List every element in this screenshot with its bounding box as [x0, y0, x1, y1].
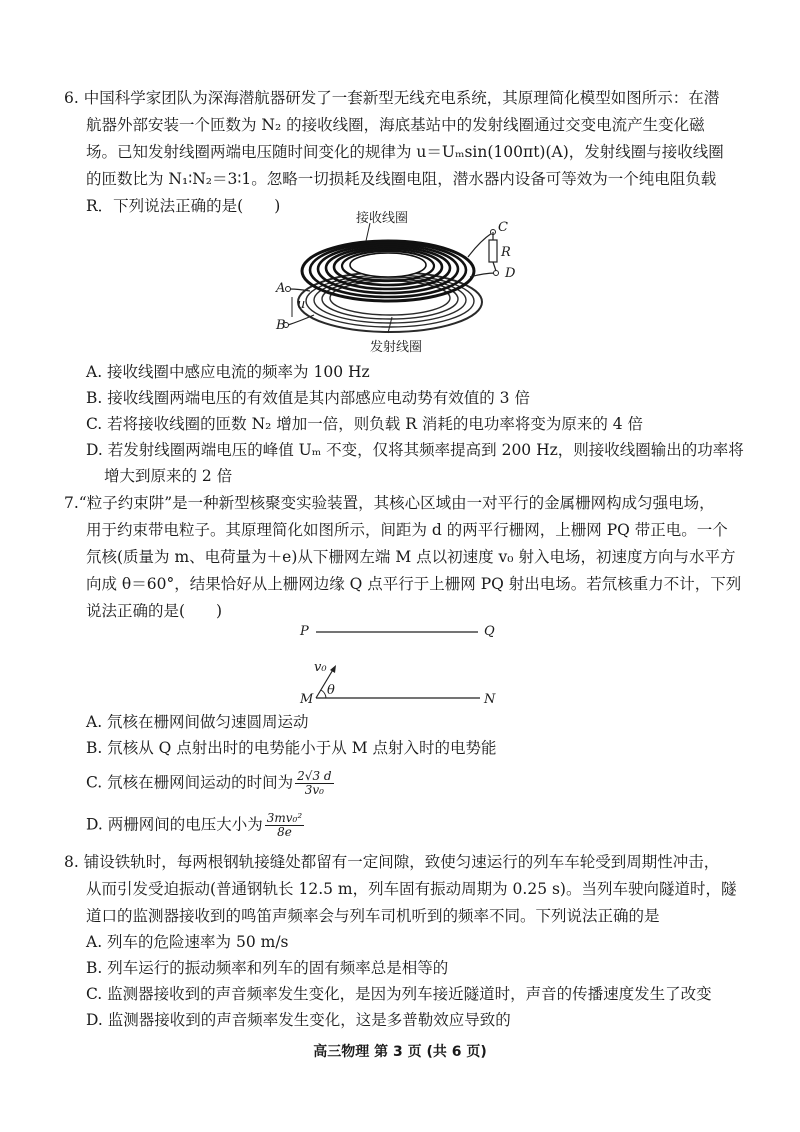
- q8-option-b: B. 列车运行的振动频率和列车的固有频率总是相等的: [86, 959, 449, 977]
- receive-coil-label: 接收线圈: [356, 211, 409, 226]
- point-a-label: A: [276, 281, 286, 296]
- point-b-label: B: [276, 318, 286, 333]
- q7-option-c-numerator: 2√3 d: [297, 769, 332, 783]
- point-p-label: P: [300, 624, 309, 639]
- receive-coil-rings: [302, 241, 474, 301]
- q6-option-b: B. 接收线圈两端电压的有效值是其内部感应电动势有效值的 3 倍: [86, 389, 530, 407]
- grid-diagram: [300, 622, 500, 712]
- q7-option-d-numerator: 3mv₀²: [266, 811, 303, 825]
- q7-line-4: 向成 θ＝60°，结果恰好从上栅网边缘 Q 点平行于上栅网 PQ 射出电场。若氘核重力不计，下列: [86, 575, 742, 593]
- q7-option-c-text: C. 氘核在栅网间运动的时间为: [86, 773, 294, 792]
- transmit-coil-label: 发射线圈: [370, 340, 423, 355]
- q6-option-d-cont: 增大到原来的 2 倍: [104, 467, 233, 485]
- point-c-label: C: [498, 220, 508, 235]
- q7-option-b: B. 氘核从 Q 点射出时的电势能小于从 M 点射入时的电势能: [86, 739, 497, 757]
- voltage-u-label: u: [297, 297, 306, 312]
- q7-line-1: 7.“粒子约束阱”是一种新型核聚变实验装置，其核心区域由一对平行的金属栅网构成匀强电场，: [64, 494, 715, 512]
- q6-line-3: 场。已知发射线圈两端电压随时间变化的规律为 u＝Uₘsin(100πt)(A)，发射线圈与接收线圈: [86, 143, 724, 161]
- q8-option-c: C. 监测器接收到的声音频率发生变化，是因为列车接近隧道时，声音的传播速度发生了改变: [86, 985, 712, 1003]
- q7-line-5: 说法正确的是( ): [86, 602, 223, 620]
- q7-line-2: 用于约束带电粒子。其原理简化如图所示，间距为 d 的两平行栅网，上栅网 PQ 带正电。一个: [86, 521, 728, 539]
- coil-diagram: [270, 205, 530, 355]
- q7-line-3: 氘核(质量为 m、电荷量为＋e)从下栅网左端 M 点以初速度 v₀ 射入电场，初速度方向与水平方: [86, 548, 736, 566]
- q6-option-c: C. 若将接收线圈的匝数 N₂ 增加一倍，则负载 R 消耗的电功率将变为原来的 4 倍: [86, 415, 644, 433]
- q7-option-c-fraction: [295, 770, 333, 797]
- q6-line-1: 6. 中国科学家团队为深海潜航器研发了一套新型无线充电系统，其原理简化模型如图所示：在潜: [64, 89, 720, 107]
- q6-line-4: 的匝数比为 N₁∶N₂＝3∶1。忽略一切损耗及线圈电阻，潜水器内设备可等效为一个纯电阻负载: [86, 170, 717, 188]
- q7-option-d-denominator: 8e: [277, 825, 292, 839]
- v0-label: v₀: [314, 660, 327, 675]
- q8-option-d: D. 监测器接收到的声音频率发生变化，这是多普勒效应导致的: [86, 1011, 511, 1029]
- q7-option-a: A. 氘核在栅网间做匀速圆周运动: [86, 713, 309, 731]
- point-q-label: Q: [484, 624, 495, 639]
- q7-option-d-text: D. 两栅网间的电压大小为: [86, 815, 263, 834]
- point-m-label: M: [300, 692, 314, 707]
- q7-option-d: [86, 812, 304, 839]
- page-footer: 高三物理 第 3 页 (共 6 页): [313, 1044, 487, 1060]
- q8-line-1: 8. 铺设铁轨时，每两根钢轨接缝处都留有一定间隙，致使匀速运行的列车车轮受到周期性冲击，: [64, 853, 720, 871]
- q8-line-2: 从而引发受迫振动(普通钢轨长 12.5 m，列车固有振动周期为 0.25 s)。当列车驶向隧道时，隧: [86, 880, 737, 898]
- q6-line-5: R．下列说法正确的是( ): [86, 197, 281, 215]
- theta-label: θ: [327, 683, 335, 698]
- q7-option-c-denominator: 3v₀: [304, 783, 324, 797]
- q6-option-d: D. 若发射线圈两端电压的峰值 Uₘ 不变，仅将其频率提高到 200 Hz，则接收线圈输出的功率将: [86, 441, 744, 459]
- resistor-r-label: R: [501, 245, 511, 260]
- q7-option-c: [86, 770, 334, 797]
- q8-option-a: A. 列车的危险速率为 50 m/s: [86, 933, 289, 951]
- q7-option-d-fraction: [265, 812, 304, 839]
- q8-line-3: 道口的监测器接收到的鸣笛声频率会与列车司机听到的频率不同。下列说法正确的是: [86, 907, 660, 925]
- q6-line-2: 航器外部安装一个匝数为 N₂ 的接收线圈，海底基站中的发射线圈通过交变电流产生变化磁: [86, 116, 705, 134]
- point-d-label: D: [505, 266, 516, 281]
- point-n-label: N: [484, 692, 496, 707]
- q6-option-a: A. 接收线圈中感应电流的频率为 100 Hz: [86, 363, 370, 381]
